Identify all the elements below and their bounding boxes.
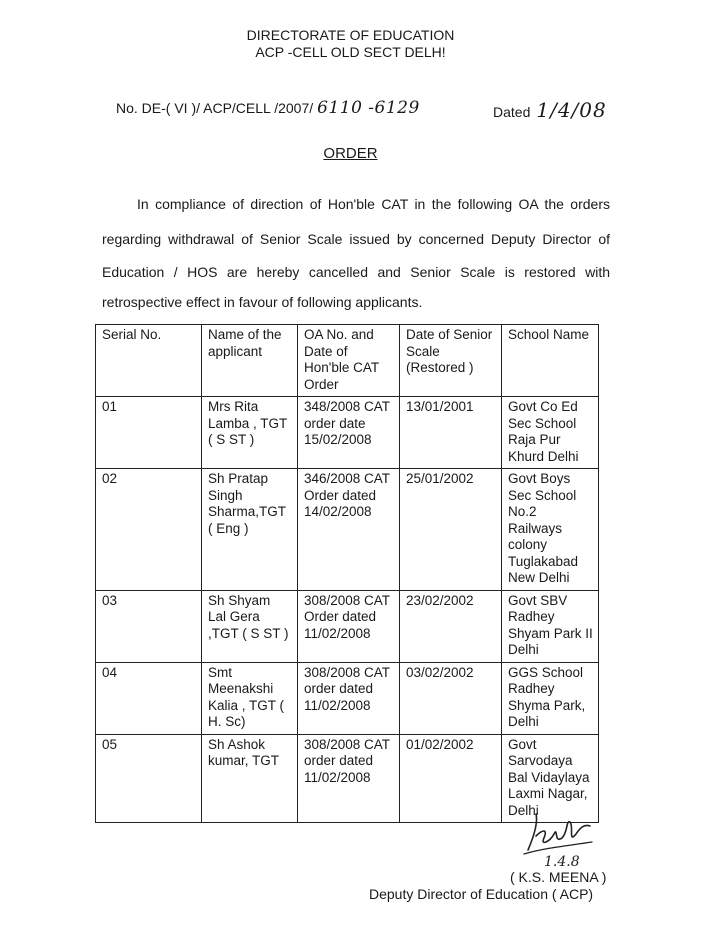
col-school-header: School Name — [502, 325, 599, 397]
cell-oa: 308/2008 CAT Order dated 11/02/2008 — [298, 590, 400, 662]
signatory-name: ( K.S. MEENA ) — [510, 869, 607, 885]
cell-date: 25/01/2002 — [400, 469, 502, 591]
table-row — [96, 469, 599, 591]
cell-serial: 03 — [96, 590, 202, 662]
cell-school: Govt SBV Radhey Shyam Park II Delhi — [502, 590, 599, 662]
cell-date: 03/02/2002 — [400, 662, 502, 734]
table-row — [96, 590, 599, 662]
paragraph-line-3: Education / HOS are hereby cancelled and Senior Scale is restored with — [102, 264, 610, 280]
cell-date: 01/02/2002 — [400, 734, 502, 823]
cell-serial: 04 — [96, 662, 202, 734]
reference-number — [116, 98, 420, 118]
cell-name: Mrs Rita Lamba , TGT ( S ST ) — [202, 397, 298, 469]
cell-school: GGS School Radhey Shyma Park, Delhi — [502, 662, 599, 734]
signatory-designation: Deputy Director of Education ( ACP) — [369, 886, 594, 902]
col-serial-header: Serial No. — [96, 325, 202, 397]
cell-serial: 02 — [96, 469, 202, 591]
cell-serial: 01 — [96, 397, 202, 469]
cell-name: Sh Pratap Singh Sharma,TGT ( Eng ) — [202, 469, 298, 591]
cell-date: 23/02/2002 — [400, 590, 502, 662]
col-date-header: Date of Senior Scale (Restored ) — [400, 325, 502, 397]
table-row — [96, 662, 599, 734]
col-name-header: Name of the applicant — [202, 325, 298, 397]
cell-name: Sh Ashok kumar, TGT — [202, 734, 298, 823]
cell-oa: 346/2008 CAT Order dated 14/02/2008 — [298, 469, 400, 591]
cell-name: Sh Shyam Lal Gera ,TGT ( S ST ) — [202, 590, 298, 662]
signature-date: 1.4.8 — [544, 854, 580, 868]
cell-school: Govt Co Ed Sec School Raja Pur Khurd Delhi — [502, 397, 599, 469]
header-directorate: DIRECTORATE OF EDUCATION — [246, 27, 455, 43]
paragraph-line-1: In compliance of direction of Hon'ble CAT in the following OA the orders — [137, 196, 610, 212]
cell-oa: 308/2008 CAT order dated 11/02/2008 — [298, 662, 400, 734]
dated-handwritten: 1/4/08 — [536, 98, 607, 122]
header-cell: ACP -CELL OLD SECT DELH! — [255, 44, 446, 60]
dated-line — [493, 98, 607, 122]
dated-label: Dated — [493, 104, 531, 120]
cell-school: Govt Sarvodaya Bal Vidaylaya Laxmi Nagar, Delhi — [502, 734, 599, 823]
table-header-row — [96, 325, 599, 397]
paragraph-line-2: regarding withdrawal of Senior Scale issued by concerned Deputy Director of — [102, 231, 610, 247]
applicants-table — [95, 324, 599, 823]
reference-handwritten: 6110 -6129 — [317, 98, 420, 118]
cell-date: 13/01/2001 — [400, 397, 502, 469]
cell-serial: 05 — [96, 734, 202, 823]
paragraph-line-4: retrospective effect in favour of following applicants. — [102, 294, 423, 310]
cell-oa: 308/2008 CAT order dated 11/02/2008 — [298, 734, 400, 823]
col-oa-header: OA No. and Date of Hon'ble CAT Order — [298, 325, 400, 397]
cell-oa: 348/2008 CAT order date 15/02/2008 — [298, 397, 400, 469]
cell-school: Govt Boys Sec School No.2 Railways colony Tuglakabad New Delhi — [502, 469, 599, 591]
table-row — [96, 397, 599, 469]
order-title: ORDER — [323, 145, 378, 162]
cell-name: Smt Meenakshi Kalia , TGT ( H. Sc) — [202, 662, 298, 734]
signature-mark — [514, 808, 604, 868]
signature-stroke — [528, 814, 590, 850]
signature-underline — [524, 842, 592, 854]
reference-printed: No. DE-( VI )/ ACP/CELL /2007/ — [116, 100, 314, 116]
